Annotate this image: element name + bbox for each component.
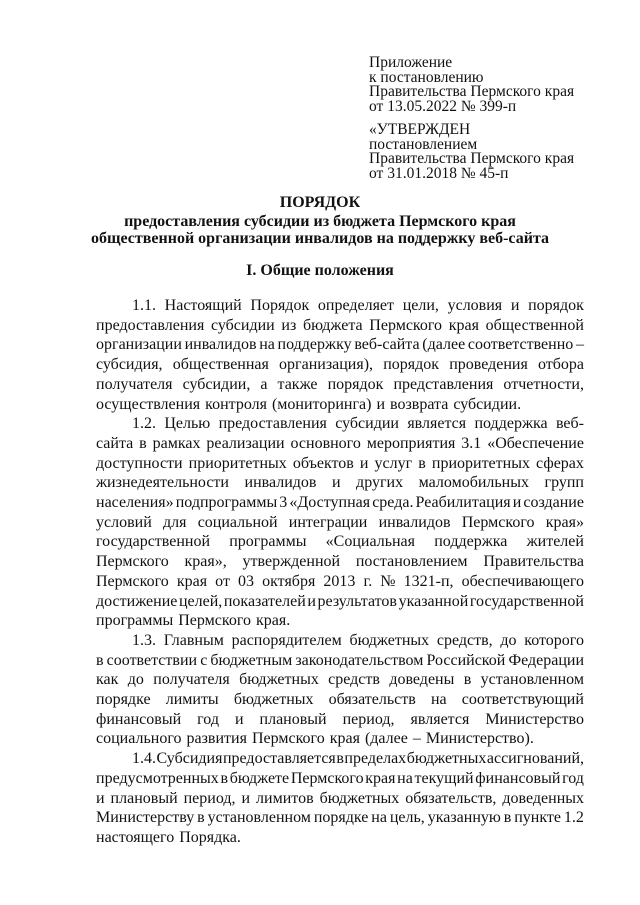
word: маломобильных [418, 474, 529, 492]
paragraph-line [96, 296, 584, 316]
word: общественной [485, 316, 584, 334]
paragraph-line [96, 532, 584, 552]
word: услуг [374, 454, 413, 472]
word: – [575, 336, 584, 354]
paragraph-line [96, 395, 584, 415]
word: веб- [555, 415, 584, 433]
word: указанной [398, 592, 469, 610]
word: (далее [422, 336, 466, 354]
paragraph-line [96, 493, 584, 513]
subtitle-line: предоставления субсидии из бюджета Пермского края [124, 213, 516, 230]
word: Пермского [96, 572, 169, 590]
paragraph-line [96, 592, 584, 612]
word: – [412, 730, 421, 748]
word: порядке [313, 809, 369, 827]
word: цели, [402, 297, 439, 314]
word: подпрограммы [175, 494, 278, 512]
word: Субсидия [156, 750, 223, 768]
word: на [371, 809, 387, 827]
word: показателей [223, 592, 306, 610]
appendix-line: к постановлению [369, 68, 484, 86]
word: и [96, 789, 105, 807]
paragraph-line [96, 473, 584, 493]
word: Министерство). [425, 730, 534, 748]
word: Главным [163, 631, 224, 649]
word: Реабилитация [415, 494, 511, 512]
word: Пермского [369, 316, 443, 334]
word: настоящего [96, 828, 175, 846]
word: в [503, 809, 512, 827]
paragraph [96, 296, 584, 414]
word: осуществления [96, 395, 201, 413]
word: в [336, 750, 344, 768]
word: Порядок [250, 297, 310, 314]
word: края [329, 730, 360, 748]
paragraph-line [96, 651, 584, 671]
word: населения» [96, 494, 174, 512]
word: бюджетных [233, 691, 314, 709]
word: средств, [436, 631, 493, 649]
word: установленном [480, 671, 584, 689]
word: сферах [536, 454, 584, 472]
word: и [510, 297, 520, 314]
word: других [356, 474, 404, 492]
approval-line: Правительства Пермского края [369, 150, 575, 167]
word: период, [183, 789, 236, 807]
paragraph-line [96, 355, 584, 375]
word: Министерству [96, 809, 195, 827]
word: проведения [449, 356, 528, 374]
word: 1321-п, [403, 572, 454, 590]
word: результатов [317, 592, 397, 610]
word: организация), [279, 356, 374, 374]
word: рамках [152, 434, 201, 452]
word: бюджетных [239, 671, 319, 689]
word: субсидии. [453, 395, 522, 413]
appendix-line: Правительства Пермского края [369, 83, 575, 100]
word: законодательством [295, 651, 424, 669]
word: порядок [327, 375, 384, 393]
word: также [277, 375, 318, 393]
word: Федерации [508, 651, 584, 669]
word: в [96, 651, 104, 669]
paragraph-line [96, 414, 584, 434]
word: края», [184, 553, 227, 571]
word: мероприятия [366, 434, 456, 452]
word: порядок [528, 297, 584, 314]
word: а [260, 375, 268, 393]
word: соответствующий [461, 691, 584, 709]
word: обязательств, [405, 789, 497, 807]
word: период, [342, 710, 395, 728]
word: групп [544, 474, 584, 492]
word: программы [229, 533, 307, 551]
paragraph-line [96, 454, 584, 474]
paragraph-line [96, 434, 584, 454]
word: порядке [96, 691, 151, 709]
word: края [365, 769, 396, 787]
word: текущий [414, 769, 474, 787]
word: 1.2. [132, 415, 156, 433]
word: социального [96, 730, 182, 748]
word: средств [328, 671, 380, 689]
word: Порядка. [179, 828, 241, 846]
word: предусмотренных [96, 769, 219, 787]
word: края [176, 572, 208, 590]
word: организации [96, 336, 182, 354]
word: обеспечивающего [461, 572, 584, 590]
approval-line: постановлением [369, 135, 478, 153]
word: 03 [238, 572, 255, 590]
word: 1.4. [132, 750, 156, 768]
word: условий [96, 513, 152, 531]
paragraph-line [96, 552, 584, 572]
paragraph-line [96, 729, 584, 749]
word: доступности [96, 454, 183, 472]
word: до [127, 671, 144, 689]
word: «Обеспечение [487, 434, 584, 452]
word: до [500, 631, 517, 649]
word: в [197, 809, 205, 827]
word: общественная [172, 356, 269, 374]
word: государственной [469, 592, 584, 610]
word: год [197, 710, 219, 728]
word: установленном [207, 809, 311, 827]
word: жизнедеятельности [96, 474, 229, 492]
word: веб-сайта [354, 336, 420, 354]
word: в [139, 434, 147, 452]
word: «Доступная [289, 494, 371, 512]
word: среда. [372, 494, 414, 512]
word: приоритетных [188, 454, 287, 472]
word: «Социальная [325, 533, 416, 551]
paragraph [96, 414, 584, 631]
word: бюджетным [210, 651, 293, 669]
word: Настоящий [164, 297, 242, 314]
word: программы [96, 612, 174, 630]
word: Пермского [251, 730, 325, 748]
paragraph-line [96, 710, 584, 730]
word: отбора [537, 356, 584, 374]
paragraph [96, 631, 584, 749]
word: из [281, 316, 297, 334]
paragraph-line [96, 789, 584, 809]
word: бюджете [229, 769, 290, 787]
word: (далее [364, 730, 408, 748]
word: от [215, 572, 230, 590]
word: инвалидов [378, 513, 451, 531]
word: цель, [389, 809, 425, 827]
paragraph-line [96, 611, 584, 631]
word: финансовый [96, 710, 182, 728]
word: инвалидов [184, 336, 257, 354]
word: в [418, 454, 426, 472]
word: (мониторинга) [271, 395, 372, 413]
word: в [463, 671, 472, 689]
word: Министерство [485, 710, 584, 728]
word: плановый [110, 789, 178, 807]
word: плановый [259, 710, 327, 728]
word: указанную [427, 809, 501, 827]
word: предоставления [96, 316, 205, 334]
word: бюджетных [319, 789, 400, 807]
document-subtitle [0, 213, 640, 247]
word: 3.1 [461, 434, 482, 452]
word: пределах [344, 750, 407, 768]
word: целей, [178, 592, 223, 610]
word: условия [447, 297, 503, 314]
word: края [448, 316, 479, 334]
appendix-header [369, 56, 609, 114]
appendix-line: от 13.05.2022 № 399-п [369, 97, 517, 115]
word: доведенных [502, 789, 584, 807]
word: и [331, 474, 341, 492]
word: и [307, 592, 316, 610]
word: распорядителем [231, 631, 342, 649]
word: получателя [96, 375, 173, 393]
paragraph [96, 749, 584, 848]
approval-line: «УТВЕРЖДЕН [369, 121, 471, 138]
word: Целью [164, 415, 211, 433]
word: постановлением [355, 553, 468, 571]
word: в [220, 769, 229, 787]
approval-line: от 31.01.2018 № 45-п [369, 164, 509, 182]
word: как [96, 671, 119, 689]
word: определяет [317, 297, 395, 314]
word: Пермского [461, 513, 535, 531]
word: на [397, 769, 413, 787]
paragraph-line [96, 631, 584, 651]
paragraph-line [96, 828, 584, 848]
section-title: I. Общие положения [246, 262, 394, 279]
word: которого [524, 631, 584, 649]
word: 2013 [323, 572, 356, 590]
word: 3 [279, 494, 288, 512]
paragraph-line [96, 335, 584, 355]
word: доведены [389, 671, 455, 689]
word: возврата [390, 395, 449, 413]
word: бюджетных [406, 750, 487, 768]
word: для [162, 513, 187, 531]
word: объектов [292, 454, 354, 472]
word: Пермского [96, 553, 169, 571]
word: предоставляется [222, 750, 336, 768]
subtitle-line: общественной организации инвалидов на поддержку веб-сайта [91, 230, 549, 247]
word: жителей [526, 533, 584, 551]
word: г. [363, 572, 373, 590]
approval-header [369, 123, 609, 181]
paragraph-line [96, 670, 584, 690]
word: соответствии [106, 651, 198, 669]
word: октября [262, 572, 316, 590]
word: является [410, 710, 470, 728]
word: края» [545, 513, 584, 531]
document-body [96, 296, 584, 848]
word: лимитов [256, 789, 314, 807]
word: отчетности, [503, 375, 584, 393]
word: и [234, 710, 244, 728]
word: создание [523, 494, 584, 512]
paragraph-line [96, 572, 584, 592]
word: на [259, 336, 275, 354]
word: основного [290, 434, 361, 452]
word: порядок [383, 356, 440, 374]
word: № [380, 572, 396, 590]
word: субсидия, [96, 356, 163, 374]
word: лимиты [165, 691, 219, 709]
word: и [376, 395, 386, 413]
paragraph-line [96, 749, 584, 769]
word: 1.3. [132, 631, 156, 649]
word: субсидии [335, 415, 399, 433]
paragraph-line [96, 375, 584, 395]
word: достижение [96, 592, 178, 610]
word: Пермского [290, 769, 364, 787]
paragraph-line [96, 690, 584, 710]
word: социальной [197, 513, 278, 531]
word: соответственно [467, 336, 574, 354]
paragraph-line [96, 808, 584, 828]
appendix-line: Приложение [369, 54, 453, 71]
word: развития [186, 730, 247, 748]
word: контроля [205, 395, 267, 413]
word: бюджета [302, 316, 363, 334]
word: представления [393, 375, 494, 393]
word: обязательств [328, 691, 416, 709]
word: и [359, 454, 369, 472]
word: интеграции [288, 513, 368, 531]
word: приоритетных [431, 454, 530, 472]
word: и [241, 789, 251, 807]
document-title: ПОРЯДОК [279, 194, 361, 211]
word: является [407, 415, 467, 433]
paragraph-line [96, 769, 584, 789]
word: субсидии, [182, 375, 251, 393]
word: инвалидов [244, 474, 317, 492]
word: поддержка [474, 415, 548, 433]
word: субсидии [210, 316, 275, 334]
word: Российской [426, 651, 506, 669]
paragraph-line [96, 513, 584, 533]
word: финансовый [475, 769, 561, 787]
word: год [562, 769, 584, 787]
word: и [512, 494, 522, 512]
word: 1.1. [132, 297, 156, 314]
word: предоставления [218, 415, 327, 433]
word: поддержку [277, 336, 352, 354]
word: утвержденной [242, 553, 341, 571]
word: края. [256, 612, 291, 630]
word: Пермского [178, 612, 251, 630]
word: поддержка [434, 533, 508, 551]
word: реализации [206, 434, 285, 452]
word: на [430, 691, 447, 709]
word: с [200, 651, 208, 669]
word: ассигнований, [486, 750, 584, 768]
word: сайта [96, 434, 134, 452]
word: бюджетных [349, 631, 430, 649]
word: государственной [96, 533, 211, 551]
word: пункте [514, 809, 562, 827]
word: Правительства [483, 553, 584, 571]
word: 1.2 [563, 809, 584, 827]
paragraph-line [96, 316, 584, 336]
word: получателя [153, 671, 230, 689]
